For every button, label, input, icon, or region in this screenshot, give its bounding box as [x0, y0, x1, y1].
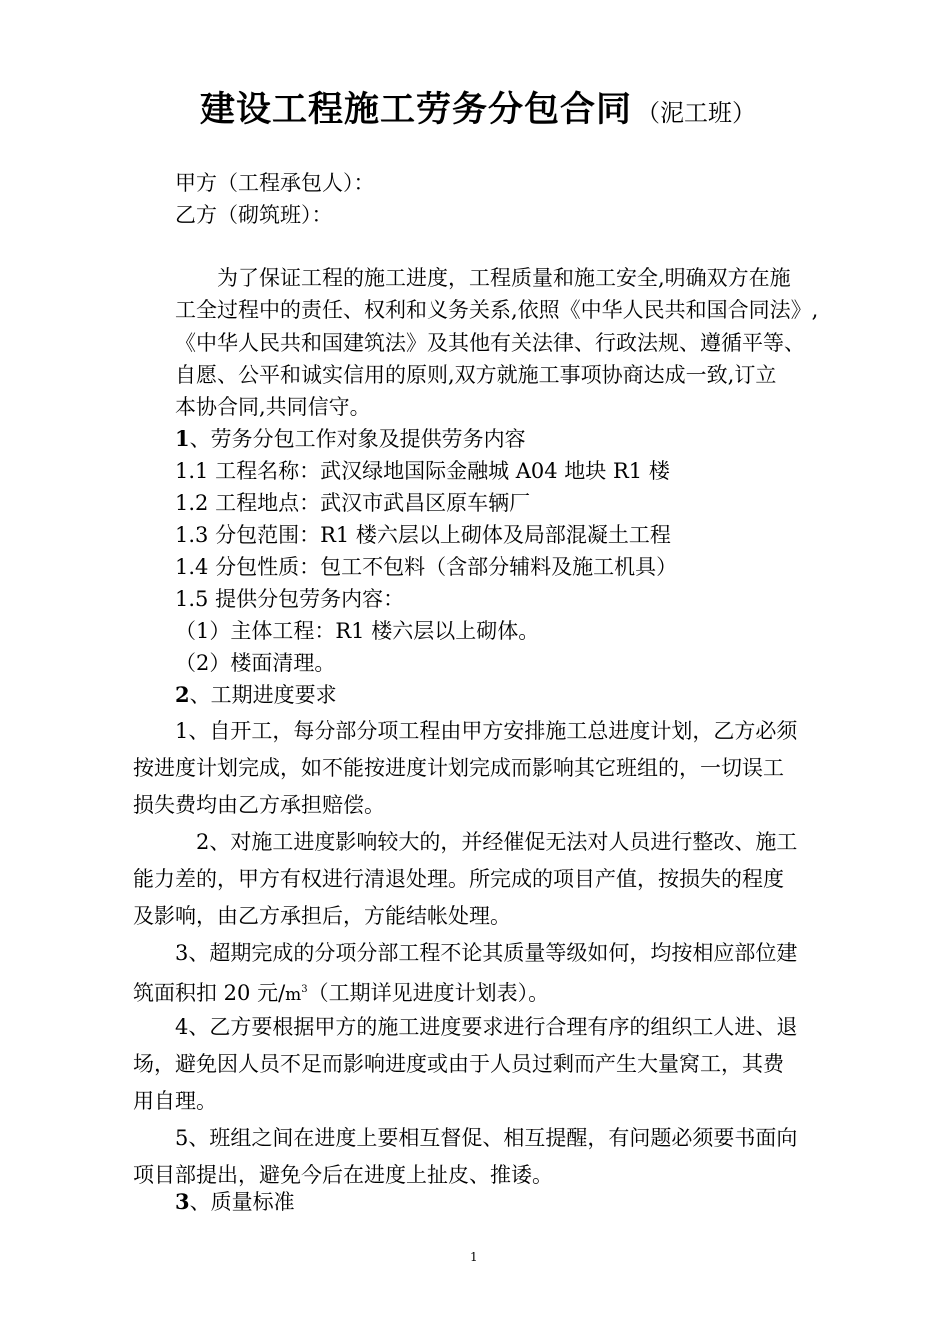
section-1-item: （1）主体工程：R1 楼六层以上砌体。 — [175, 619, 540, 643]
p3-text-b: （工期详见进度计划表）。 — [307, 981, 550, 1005]
section-1-item: 1.1 工程名称：武汉绿地国际金融城 A04 地块 R1 楼 — [175, 459, 670, 483]
section-2-p4-line: 场，避免因人员不足而影响进度或由于人员过剩而产生大量窝工，其费 — [133, 1052, 784, 1076]
title-main: 建设工程施工劳务分包合同 — [200, 90, 633, 130]
title-suffix: （泥工班） — [636, 99, 757, 127]
section-2-p1-line: 按进度计划完成，如不能按进度计划完成而影响其它班组的，一切误工 — [133, 756, 784, 780]
section-3-number: 3 — [175, 1189, 190, 1214]
unit-superscript: 3 — [301, 984, 308, 995]
section-2-p2-line: 能力差的，甲方有权进行清退处理。所完成的项目产值，按损失的程度 — [133, 867, 784, 891]
p3-text-a: 筑面积扣 20 元/ — [133, 981, 286, 1005]
section-2-p2-line: 及影响，由乙方承担后，方能结帐处理。 — [133, 904, 511, 928]
section-1-item: 1.3 分包范围：R1 楼六层以上砌体及局部混凝土工程 — [175, 523, 671, 547]
section-1-heading — [175, 426, 526, 452]
page-number: 1 — [470, 1250, 478, 1264]
party-b-line: 乙方（砌筑班）： — [175, 203, 333, 227]
section-1-item: 1.4 分包性质：包工不包料（含部分辅料及施工机具） — [175, 555, 678, 579]
section-1-title: 、劳务分包工作对象及提供劳务内容 — [189, 427, 526, 451]
intro-line-3: 《中华人民共和国建筑法》及其他有关法律、行政法规、遵循平等、 — [175, 331, 805, 355]
unit-m: m — [285, 985, 302, 1005]
section-3-heading — [175, 1189, 295, 1215]
section-2-p5-line: 5、班组之间在进度上要相互督促、相互提醒，有问题必须要书面向 — [175, 1126, 798, 1150]
section-1-item: 1.5 提供分包劳务内容： — [175, 587, 405, 611]
section-2-title: 、工期进度要求 — [189, 683, 337, 707]
section-3-title: 、质量标准 — [189, 1190, 295, 1214]
section-2-p3-line — [133, 977, 549, 1008]
section-2-p1-line: 1、自开工，每分部分项工程由甲方安排施工总进度计划，乙方必须 — [175, 719, 798, 743]
section-2-number: 2 — [175, 682, 190, 707]
intro-line-4: 自愿、公平和诚实信用的原则,双方就施工事项协商达成一致,订立 — [175, 363, 777, 387]
section-2-p3-line: 3、超期完成的分项分部工程不论其质量等级如何，均按相应部位建 — [175, 941, 798, 965]
section-1-item: （2）楼面清理。 — [175, 651, 336, 675]
document-title — [200, 82, 756, 132]
intro-line-5: 本协合同,共同信守。 — [175, 395, 371, 419]
intro-line-2: 工全过程中的责任、权利和义务关系,依照《中华人民共和国合同法》, — [175, 298, 819, 322]
section-2-p4-line: 用自理。 — [133, 1089, 217, 1113]
intro-line-1: 为了保证工程的施工进度，工程质量和施工安全,明确双方在施 — [217, 266, 791, 290]
section-2-p4-line: 4、乙方要根据甲方的施工进度要求进行合理有序的组织工人进、退 — [175, 1015, 798, 1039]
section-2-p1-line: 损失费均由乙方承担赔偿。 — [133, 793, 385, 817]
section-2-p2-line: 2、对施工进度影响较大的，并经催促无法对人员进行整改、施工 — [196, 830, 798, 854]
section-1-number: 1 — [175, 426, 190, 451]
section-2-p5-line: 项目部提出，避免今后在进度上扯皮、推诿。 — [133, 1163, 553, 1187]
section-1-item: 1.2 工程地点：武汉市武昌区原车辆厂 — [175, 491, 531, 515]
section-2-heading — [175, 682, 337, 708]
party-a-line: 甲方（工程承包人）： — [175, 171, 375, 195]
